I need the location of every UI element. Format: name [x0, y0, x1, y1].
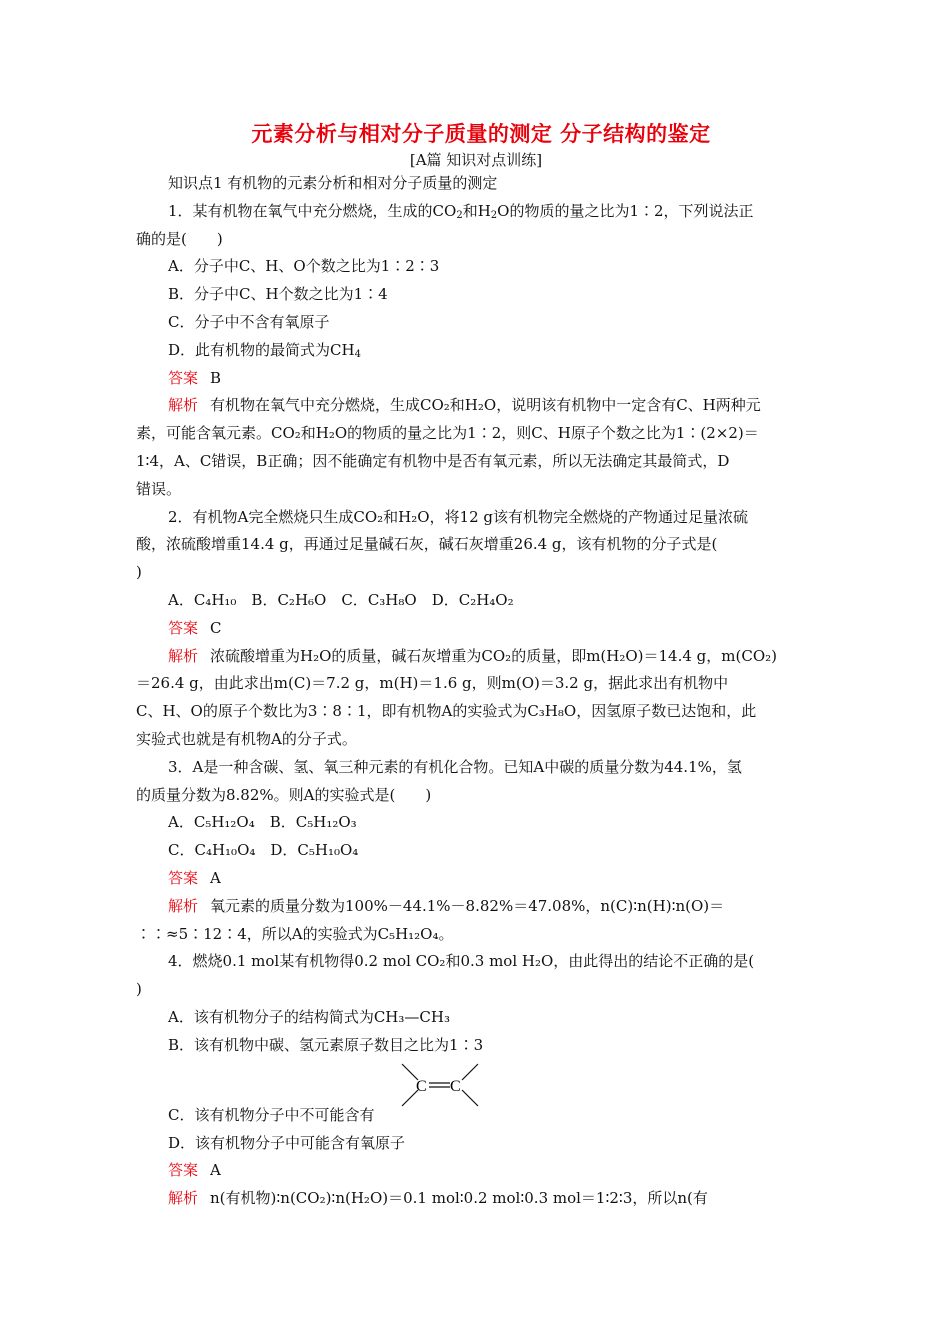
q2-stem-line2: 酸，浓硫酸增重14.4 g，再通过足量碱石灰，碱石灰增重26.4 g，该有机物的分子式是(: [136, 535, 718, 554]
q2-stem-line3: ): [136, 563, 142, 582]
q1-analysis-line3: 1∶4，A、C错误，B正确；因不能确定有机物中是否有氧元素，所以无法确定其最简式，D: [136, 451, 730, 470]
section-heading: 知识点1 有机物的元素分析和相对分子质量的测定: [168, 174, 498, 192]
q2-answer: 答案 C: [168, 618, 222, 637]
q4-stem: 4．燃烧0.1 mol某有机物得0.2 mol CO₂和0.3 mol H₂O，由此得出的结论不正确的是(: [168, 952, 755, 971]
q2-analysis-line3: C、H、O的原子个数比为3∶8∶1，即有机物A的实验式为C₃H₈O，因氢原子数已达饱和，此: [136, 702, 757, 721]
q3-options-cd: C．C₄H₁₀O₄ D．C₅H₁₀O₄: [168, 841, 359, 860]
document-page: [136, 118, 816, 1213]
carbon-double-bond-structure: [400, 1060, 480, 1114]
q4-option-d: D．该有机物分子中可能含有氧原子: [168, 1133, 406, 1152]
q1-answer: 答案 B: [168, 368, 222, 387]
q1-analysis: 解析 有机物在氧气中充分燃烧，生成CO₂和H₂O，说明该有机物中一定含有C、H两种元: [168, 396, 761, 415]
answer-label: 答案: [168, 868, 199, 887]
page-title: 元素分析与相对分子质量的测定 分子结构的鉴定: [251, 121, 711, 146]
q1-stem: 1．某有机物在氧气中充分燃烧，生成的$CO_2$和$H_2O$的物质的量之比为1∶2，下列说法正: [168, 201, 754, 221]
q1-analysis-line4: 错误。: [136, 479, 182, 498]
q1-option-a: A．分子中C、H、O个数之比为1∶2∶3: [168, 257, 440, 276]
q3-analysis-line2: ∶∶≈5∶12∶4，所以A的实验式为C₅H₁₂O₄。: [136, 924, 454, 943]
q4-option-a: A．该有机物分子的结构简式为CH₃—CH₃: [168, 1007, 450, 1026]
q1-analysis-line2: 素，可能含氧元素。CO₂和H₂O的物质的量之比为1∶2，则C、H原子个数之比为1∶(2×2)＝: [136, 424, 759, 443]
answer-label: 答案: [168, 368, 199, 387]
analysis-label: 解析: [168, 896, 199, 915]
answer-label: 答案: [168, 1161, 199, 1180]
q1-stem-cont: 确的是( ): [136, 229, 223, 248]
q4-option-b: B．该有机物中碳、氢元素原子数目之比为1∶3: [168, 1035, 484, 1054]
q4-analysis: 解析 n(有机物)∶n(CO₂)∶n(H₂O)＝0.1 mol∶0.2 mol∶0.3 mol＝1∶2∶3，所以n(有: [168, 1189, 708, 1208]
answer-label: 答案: [168, 618, 199, 637]
analysis-label: 解析: [168, 646, 199, 665]
q4-option-c: C．该有机物分子中不可能含有: [168, 1105, 375, 1124]
q4-stem-line2: ): [136, 980, 142, 999]
analysis-label: 解析: [168, 396, 199, 415]
q2-analysis-line2: ＝26.4 g，由此求出m(C)＝7.2 g，m(H)＝1.6 g，则m(O)＝3.2 g，据此求出有机物中: [136, 674, 729, 693]
analysis-label: 解析: [168, 1189, 199, 1208]
q2-stem: 2．有机物A完全燃烧只生成CO₂和H₂O，将12 g该有机物完全燃烧的产物通过足量浓硫: [168, 507, 749, 526]
q3-stem: 3．A是一种含碳、氢、氧三种元素的有机化合物。已知A中碳的质量分数为44.1%，氢: [168, 757, 742, 776]
q3-options-ab: A．C₅H₁₂O₄ B．C₅H₁₂O₃: [168, 813, 357, 832]
carbon-atom-right: C: [450, 1077, 461, 1095]
q3-stem-line2: 的质量分数为8.82%。则A的实验式是( ): [136, 785, 432, 804]
q1-option-c: C．分子中不含有氧原子: [168, 312, 330, 331]
q3-answer: 答案 A: [168, 868, 221, 887]
q2-analysis-line4: 实验式也就是有机物A的分子式。: [136, 729, 357, 748]
q1-option-b: B．分子中C、H个数之比为1∶4: [168, 285, 388, 304]
q3-analysis: 解析 氧元素的质量分数为100%－44.1%－8.82%＝47.08%，n(C)∶n(H)∶n(O)＝: [168, 896, 725, 915]
carbon-atom-left: C: [416, 1077, 427, 1095]
page-subtitle: [A篇 知识对点训练]: [409, 151, 543, 169]
q4-option-c-row: [136, 1060, 816, 1130]
q4-answer: 答案 A: [168, 1161, 221, 1180]
q2-analysis: 解析 浓硫酸增重为H₂O的质量，碱石灰增重为CO₂的质量，即m(H₂O)＝14.4 g，m(CO₂): [168, 646, 778, 665]
q2-options: A．C₄H₁₀ B．C₂H₆O C．C₃H₈O D．C₂H₄O₂: [168, 590, 514, 609]
q1-option-d: D．此有机物的最简式为$CH_4$: [168, 340, 361, 360]
